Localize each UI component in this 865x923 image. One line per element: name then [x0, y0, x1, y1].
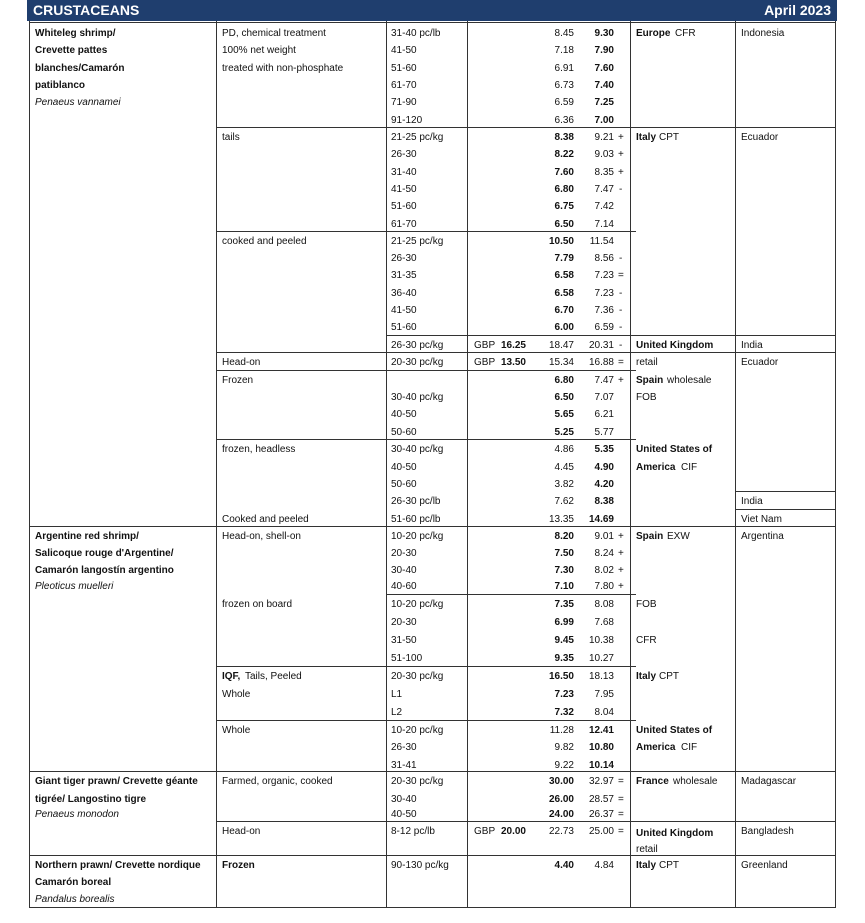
table-cell-text: 24.00: [548, 809, 574, 820]
table-cell-text: +: [618, 167, 624, 178]
table-cell-text: Camarón langostín argentino: [35, 565, 174, 576]
table-cell-text: 61-70: [391, 219, 417, 230]
table-cell-text: 31-40: [391, 167, 417, 178]
table-cell-text: -: [619, 184, 623, 195]
table-rule: [216, 127, 836, 128]
table-cell-text: Penaeus monodon: [35, 809, 119, 820]
table-cell-text: 10.50: [548, 236, 574, 247]
table-cell-text: 3.82: [554, 479, 574, 490]
table-cell-text: 10.27: [588, 653, 614, 664]
table-rule: [216, 666, 636, 667]
table-cell-text: 91-120: [391, 115, 423, 126]
table-cell-text: -: [619, 288, 623, 299]
table-cell-text: 8.45: [554, 28, 574, 39]
table-cell-text: Northern prawn/ Crevette nordique: [35, 860, 201, 871]
table-cell-text: 31-35: [391, 270, 417, 281]
table-cell-text: 30-40: [391, 794, 417, 805]
table-cell-text: America: [636, 742, 676, 753]
table-cell-text: 13.35: [548, 514, 574, 525]
table-cell-text: 26-30 pc/lb: [391, 496, 441, 507]
table-cell-text: 10-20 pc/kg: [391, 531, 444, 542]
table-cell-text: patiblanco: [35, 80, 86, 91]
table-cell-text: 7.30: [554, 565, 574, 576]
table-cell-text: EXW: [667, 531, 690, 542]
table-cell-text: 32.97: [588, 776, 614, 787]
table-cell-text: 26-30: [391, 149, 417, 160]
table-cell-text: 30-40: [391, 565, 417, 576]
table-cell-text: France: [636, 776, 669, 787]
table-cell-text: 18.47: [548, 340, 574, 351]
table-cell-text: -: [619, 340, 623, 351]
table-cell-text: frozen, headless: [222, 444, 296, 455]
table-cell-text: blanches/Camarón: [35, 63, 125, 74]
table-cell-text: 26-30: [391, 253, 417, 264]
table-cell-text: 7.00: [594, 115, 614, 126]
table-cell-text: Ecuador: [741, 132, 779, 143]
table-cell-text: Farmed, organic, cooked: [222, 776, 333, 787]
table-cell-text: 10.38: [588, 635, 614, 646]
table-cell-text: Head-on, shell-on: [222, 531, 301, 542]
table-cell-text: Italy: [636, 671, 657, 682]
table-cell-text: 71-90: [391, 97, 417, 108]
table-cell-text: 11.54: [589, 236, 614, 247]
table-cell-text: Pleoticus muelleri: [35, 581, 114, 592]
table-cell-text: Ecuador: [741, 357, 779, 368]
table-cell-text: 41-50: [391, 305, 417, 316]
table-cell-text: 6.50: [554, 219, 574, 230]
table-cell-text: 20-30: [391, 548, 417, 559]
table-cell-text: Crevette pattes: [35, 45, 108, 56]
table-cell-text: 8.38: [594, 496, 614, 507]
table-cell-text: 25.00: [588, 826, 614, 837]
table-cell-text: +: [618, 581, 624, 592]
table-cell-text: 7.42: [594, 201, 614, 212]
table-cell-text: 8.08: [594, 599, 614, 610]
table-cell-text: 10-20 pc/kg: [391, 725, 444, 736]
table-cell-text: 7.80: [594, 581, 614, 592]
table-cell-text: 20-30 pc/kg: [391, 776, 444, 787]
table-cell-text: 90-130 pc/kg: [391, 860, 449, 871]
table-cell-text: CPT: [659, 671, 679, 682]
table-cell-text: 20-30: [391, 617, 417, 628]
section-header-bar: [27, 0, 837, 21]
table-cell-text: 14.69: [588, 514, 614, 525]
table-cell-text: CFR: [636, 635, 657, 646]
table-cell-text: frozen on board: [222, 599, 293, 610]
table-cell-text: 30.00: [548, 776, 574, 787]
table-cell-text: India: [741, 496, 763, 507]
table-cell-text: Pandalus borealis: [35, 894, 115, 905]
table-cell-text: 4.45: [554, 462, 574, 473]
table-cell-text: 7.10: [554, 581, 574, 592]
table-cell-text: 7.35: [554, 599, 574, 610]
table-cell-text: treated with non-phosphate: [222, 63, 344, 74]
table-cell-text: Bangladesh: [741, 826, 794, 837]
table-cell-text: Europe: [636, 28, 671, 39]
table-rule: [216, 370, 636, 371]
table-cell-text: Argentina: [741, 531, 784, 542]
table-cell-text: 7.79: [554, 253, 574, 264]
table-cell-text: 61-70: [391, 80, 417, 91]
table-cell-text: 40-50: [391, 409, 417, 420]
table-cell-text: 20-30 pc/kg: [391, 357, 444, 368]
table-cell-text: Cooked and peeled: [222, 514, 309, 525]
table-cell-text: 9.03: [594, 149, 614, 160]
table-cell-text: 6.58: [554, 270, 574, 281]
table-cell-text: 51-60 pc/lb: [391, 514, 441, 525]
table-rule: [29, 907, 836, 908]
table-cell-text: CPT: [659, 132, 679, 143]
table-cell-text: 6.75: [554, 201, 574, 212]
table-cell-text: 6.73: [554, 80, 574, 91]
table-cell-text: wholesale: [667, 375, 712, 386]
table-cell-text: 26-30: [391, 742, 417, 753]
table-cell-text: 31-40 pc/lb: [391, 28, 441, 39]
table-cell-text: 51-60: [391, 63, 417, 74]
section-title: CRUSTACEANS: [33, 2, 140, 18]
table-cell-text: Camarón boreal: [35, 877, 112, 888]
table-cell-text: 8.22: [554, 149, 574, 160]
table-cell-text: 20.00: [500, 826, 526, 837]
table-cell-text: 9.45: [554, 635, 574, 646]
table-cell-text: Argentine red shrimp/: [35, 531, 139, 542]
table-cell-text: 7.95: [594, 689, 614, 700]
table-cell-text: 8.02: [594, 565, 614, 576]
table-cell-text: 6.58: [554, 288, 574, 299]
table-cell-text: 51-60: [391, 322, 417, 333]
table-cell-text: 7.62: [554, 496, 574, 507]
table-cell-text: 51-60: [391, 201, 417, 212]
table-rule: [29, 855, 836, 856]
table-cell-text: 5.65: [554, 409, 574, 420]
table-cell-text: 5.77: [594, 427, 614, 438]
table-cell-text: 8.04: [594, 707, 614, 718]
table-cell-text: 7.50: [554, 548, 574, 559]
table-cell-text: 7.23: [594, 270, 614, 281]
table-cell-text: +: [618, 565, 624, 576]
table-cell-text: Italy: [636, 860, 657, 871]
table-cell-text: tails: [222, 132, 240, 143]
table-cell-text: 51-100: [391, 653, 423, 664]
table-cell-text: Indonesia: [741, 28, 785, 39]
table-cell-text: 20.31: [588, 340, 614, 351]
table-cell-text: 4.90: [594, 462, 614, 473]
table-rule: [216, 439, 636, 440]
table-cell-text: Head-on: [222, 826, 261, 837]
table-cell-text: 4.40: [554, 860, 574, 871]
table-cell-text: 4.86: [554, 444, 574, 455]
table-cell-text: 11.28: [549, 725, 574, 736]
table-cell-text: America: [636, 462, 676, 473]
table-cell-text: Giant tiger prawn/ Crevette géante: [35, 776, 198, 787]
table-cell-text: Italy: [636, 132, 657, 143]
table-cell-text: 7.60: [594, 63, 614, 74]
report-date: April 2023: [764, 2, 831, 18]
table-cell-text: 6.59: [594, 322, 614, 333]
table-cell-text: 15.34: [548, 357, 574, 368]
table-cell-text: 28.57: [588, 794, 614, 805]
table-cell-text: FOB: [636, 599, 657, 610]
table-cell-text: 7.23: [594, 288, 614, 299]
table-cell-text: wholesale: [673, 776, 718, 787]
table-cell-text: =: [618, 826, 624, 837]
table-cell-text: +: [618, 375, 624, 386]
table-cell-text: 9.35: [554, 653, 574, 664]
table-rule: [386, 21, 387, 908]
table-cell-text: Greenland: [741, 860, 788, 871]
table-cell-text: tigrée/ Langostino tigre: [35, 794, 147, 805]
table-cell-text: 22.73: [548, 826, 574, 837]
table-rule: [29, 22, 836, 23]
table-cell-text: 26.37: [588, 809, 614, 820]
table-rule: [216, 21, 217, 908]
table-cell-text: 9.22: [554, 760, 574, 771]
table-cell-text: 7.40: [594, 80, 614, 91]
table-cell-text: 26.00: [548, 794, 574, 805]
table-rule: [386, 594, 636, 595]
table-cell-text: CIF: [681, 742, 698, 753]
table-cell-text: 7.25: [594, 97, 614, 108]
table-cell-text: =: [618, 809, 624, 820]
table-cell-text: -: [619, 305, 623, 316]
table-cell-text: 5.35: [594, 444, 614, 455]
table-cell-text: 41-50: [391, 45, 417, 56]
table-cell-text: 7.36: [594, 305, 614, 316]
table-cell-text: Whole: [222, 725, 251, 736]
table-cell-text: 13.50: [500, 357, 526, 368]
table-cell-text: 8-12 pc/lb: [391, 826, 435, 837]
table-cell-text: +: [618, 132, 624, 143]
table-cell-text: cooked and peeled: [222, 236, 307, 247]
table-cell-text: 6.00: [554, 322, 574, 333]
table-cell-text: 9.21: [594, 132, 614, 143]
table-cell-text: 21-25 pc/kg: [391, 236, 444, 247]
table-cell-text: -: [619, 253, 623, 264]
table-cell-text: 7.60: [554, 167, 574, 178]
table-cell-text: 6.50: [554, 392, 574, 403]
table-cell-text: FOB: [636, 392, 657, 403]
table-cell-text: 30-40 pc/kg: [391, 444, 444, 455]
table-cell-text: +: [618, 531, 624, 542]
table-cell-text: United States of: [636, 725, 713, 736]
table-cell-text: 7.07: [594, 392, 614, 403]
table-cell-text: 9.30: [594, 28, 614, 39]
table-cell-text: 6.99: [554, 617, 574, 628]
table-cell-text: =: [618, 794, 624, 805]
table-cell-text: retail: [636, 844, 658, 855]
table-cell-text: L1: [391, 689, 403, 700]
table-cell-text: Spain: [636, 375, 664, 386]
table-cell-text: Frozen: [222, 375, 254, 386]
table-cell-text: United Kingdom: [636, 828, 714, 839]
table-rule: [735, 21, 736, 908]
table-cell-text: 7.90: [594, 45, 614, 56]
table-cell-text: 8.56: [594, 253, 614, 264]
table-cell-text: 40-50: [391, 462, 417, 473]
table-cell-text: 16.88: [588, 357, 614, 368]
table-cell-text: 6.70: [554, 305, 574, 316]
table-cell-text: 16.50: [548, 671, 574, 682]
table-cell-text: 7.68: [594, 617, 614, 628]
table-rule: [735, 509, 836, 510]
table-cell-text: 6.80: [554, 184, 574, 195]
table-rule: [386, 335, 836, 336]
table-cell-text: 7.32: [554, 707, 574, 718]
table-cell-text: 50-60: [391, 479, 417, 490]
table-cell-text: 8.35: [594, 167, 614, 178]
table-cell-text: =: [618, 776, 624, 787]
table-cell-text: CPT: [659, 860, 679, 871]
table-cell-text: India: [741, 340, 763, 351]
table-rule: [630, 21, 631, 908]
table-cell-text: United Kingdom: [636, 340, 714, 351]
table-cell-text: Salicoque rouge d'Argentine/: [35, 548, 174, 559]
table-cell-text: 7.18: [554, 45, 574, 56]
table-cell-text: 7.47: [594, 375, 614, 386]
table-cell-text: Tails, Peeled: [245, 671, 302, 682]
table-rule: [216, 352, 836, 353]
table-cell-text: Madagascar: [741, 776, 797, 787]
table-cell-text: 6.21: [594, 409, 614, 420]
table-cell-text: IQF,: [222, 671, 241, 682]
table-cell-text: 10.80: [588, 742, 614, 753]
table-cell-text: Frozen: [222, 860, 255, 871]
table-cell-text: 12.41: [588, 725, 614, 736]
table-rule: [216, 720, 636, 721]
table-cell-text: 6.36: [554, 115, 574, 126]
table-cell-text: 21-25 pc/kg: [391, 132, 444, 143]
table-cell-text: 6.80: [554, 375, 574, 386]
table-cell-text: 8.24: [594, 548, 614, 559]
table-cell-text: -: [619, 322, 623, 333]
table-cell-text: 20-30 pc/kg: [391, 671, 444, 682]
table-cell-text: Whole: [222, 689, 251, 700]
table-cell-text: 40-60: [391, 581, 417, 592]
table-rule: [216, 231, 636, 232]
table-cell-text: 6.59: [554, 97, 574, 108]
table-cell-text: Whiteleg shrimp/: [35, 28, 116, 39]
table-rule: [467, 21, 468, 908]
table-cell-text: 26-30 pc/kg: [391, 340, 444, 351]
table-cell-text: GBP: [474, 826, 496, 837]
table-cell-text: 7.47: [594, 184, 614, 195]
table-cell-text: Head-on: [222, 357, 261, 368]
table-cell-text: Viet Nam: [741, 514, 782, 525]
table-cell-text: 41-50: [391, 184, 417, 195]
table-cell-text: 4.20: [594, 479, 614, 490]
table-cell-text: 7.14: [594, 219, 614, 230]
table-cell-text: 40-50: [391, 809, 417, 820]
table-cell-text: +: [618, 149, 624, 160]
table-cell-text: Penaeus vannamei: [35, 97, 121, 108]
table-cell-text: United States of: [636, 444, 713, 455]
table-cell-text: +: [618, 548, 624, 559]
table-cell-text: =: [618, 357, 624, 368]
table-cell-text: 50-60: [391, 427, 417, 438]
table-cell-text: L2: [391, 707, 403, 718]
table-cell-text: retail: [636, 357, 658, 368]
table-cell-text: 31-50: [391, 635, 417, 646]
table-cell-text: 16.25: [500, 340, 526, 351]
table-cell-text: 31-41: [391, 760, 417, 771]
table-cell-text: 6.91: [554, 63, 574, 74]
table-rule: [735, 491, 836, 492]
table-cell-text: GBP: [474, 340, 496, 351]
table-cell-text: 8.20: [554, 531, 574, 542]
table-cell-text: =: [618, 270, 624, 281]
table-cell-text: 18.13: [588, 671, 614, 682]
table-cell-text: 5.25: [554, 427, 574, 438]
table-cell-text: GBP: [474, 357, 496, 368]
table-rule: [29, 21, 30, 908]
table-cell-text: 100% net weight: [222, 45, 296, 56]
table-cell-text: 4.84: [594, 860, 614, 871]
table-cell-text: PD, chemical treatment: [222, 28, 326, 39]
table-cell-text: 7.23: [554, 689, 574, 700]
table-rule: [216, 821, 836, 822]
table-cell-text: 30-40 pc/kg: [391, 392, 444, 403]
table-cell-text: 10-20 pc/kg: [391, 599, 444, 610]
table-cell-text: 9.01: [594, 531, 614, 542]
table-cell-text: CIF: [681, 462, 698, 473]
table-rule: [29, 526, 836, 527]
table-rule: [835, 21, 836, 908]
table-cell-text: 8.38: [554, 132, 574, 143]
table-rule: [29, 771, 836, 772]
table-cell-text: 9.82: [554, 742, 574, 753]
table-cell-text: 36-40: [391, 288, 417, 299]
table-cell-text: CFR: [675, 28, 696, 39]
table-cell-text: Spain: [636, 531, 664, 542]
table-cell-text: 10.14: [588, 760, 614, 771]
